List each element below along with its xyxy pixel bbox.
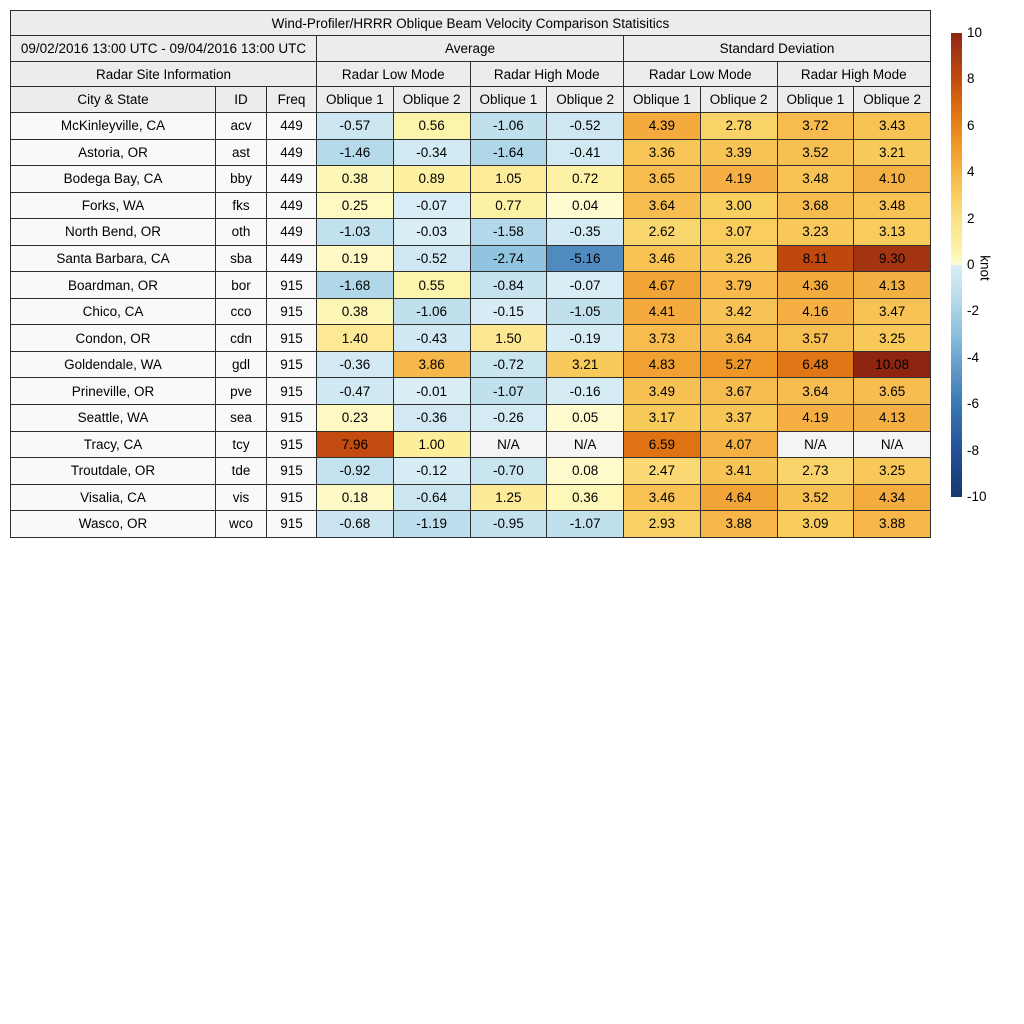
subheader-radar-site-information: Radar Site Information [11, 62, 317, 87]
value-cell: 3.65 [624, 166, 701, 193]
value-cell: 3.36 [624, 139, 701, 166]
freq-cell: 915 [267, 325, 317, 352]
value-cell: -1.06 [393, 298, 470, 325]
id-cell: ast [216, 139, 267, 166]
freq-cell: 915 [267, 405, 317, 432]
value-cell: 0.25 [317, 192, 394, 219]
table-row [11, 192, 931, 219]
value-cell: -0.03 [393, 219, 470, 246]
value-cell: 4.13 [854, 405, 931, 432]
table-row [11, 113, 931, 140]
value-cell: -0.47 [317, 378, 394, 405]
value-cell: 0.38 [317, 166, 394, 193]
freq-cell: 915 [267, 351, 317, 378]
freq-cell: 449 [267, 192, 317, 219]
value-cell: 3.88 [854, 511, 931, 538]
table-row [11, 298, 931, 325]
subheader-average-low-mode: Radar Low Mode [317, 62, 471, 87]
city-cell: Chico, CA [11, 298, 216, 325]
value-cell: 3.13 [854, 219, 931, 246]
city-cell: Santa Barbara, CA [11, 245, 216, 272]
value-cell: 6.48 [777, 351, 854, 378]
freq-cell: 915 [267, 298, 317, 325]
id-cell: pve [216, 378, 267, 405]
value-cell: -5.16 [547, 245, 624, 272]
value-cell: 7.96 [317, 431, 394, 458]
table-row [11, 378, 931, 405]
table-row [11, 325, 931, 352]
value-cell: 0.77 [470, 192, 547, 219]
value-cell: -0.92 [317, 458, 394, 485]
freq-cell: 915 [267, 431, 317, 458]
city-cell: Tracy, CA [11, 431, 216, 458]
freq-cell: 449 [267, 245, 317, 272]
comparison-table [10, 10, 931, 538]
colorbar-tick: 0 [967, 257, 975, 272]
value-cell: 3.46 [624, 245, 701, 272]
table-row [11, 272, 931, 299]
value-cell: -1.58 [470, 219, 547, 246]
value-cell: 5.27 [700, 351, 777, 378]
title-row [11, 11, 931, 36]
value-cell: 4.13 [854, 272, 931, 299]
value-cell: 3.73 [624, 325, 701, 352]
col-header-oblique2: Oblique 2 [854, 87, 931, 113]
value-cell: 3.48 [777, 166, 854, 193]
value-cell: 0.23 [317, 405, 394, 432]
value-cell: 1.50 [470, 325, 547, 352]
value-cell: 1.05 [470, 166, 547, 193]
value-cell: 3.07 [700, 219, 777, 246]
value-cell: 3.00 [700, 192, 777, 219]
value-cell: -0.34 [393, 139, 470, 166]
group-header-row [11, 36, 931, 62]
value-cell: 1.25 [470, 484, 547, 511]
value-cell: 9.30 [854, 245, 931, 272]
subheader-average-high-mode: Radar High Mode [470, 62, 624, 87]
id-cell: oth [216, 219, 267, 246]
value-cell: 3.86 [393, 351, 470, 378]
value-cell: 3.17 [624, 405, 701, 432]
value-cell: 3.25 [854, 325, 931, 352]
colorbar-tick: 8 [967, 71, 975, 87]
id-cell: sba [216, 245, 267, 272]
value-cell: 4.19 [700, 166, 777, 193]
value-cell: 3.57 [777, 325, 854, 352]
table-row [11, 245, 931, 272]
col-header-oblique2: Oblique 2 [700, 87, 777, 113]
value-cell: -0.72 [470, 351, 547, 378]
col-header-oblique2: Oblique 2 [547, 87, 624, 113]
col-header-city-state: City & State [11, 87, 216, 113]
city-cell: Prineville, OR [11, 378, 216, 405]
id-cell: cco [216, 298, 267, 325]
freq-cell: 449 [267, 219, 317, 246]
value-cell: 0.89 [393, 166, 470, 193]
value-cell: 0.56 [393, 113, 470, 140]
id-cell: fks [216, 192, 267, 219]
value-cell: 3.79 [700, 272, 777, 299]
value-cell: 4.36 [777, 272, 854, 299]
value-cell: 3.23 [777, 219, 854, 246]
value-cell: 4.34 [854, 484, 931, 511]
value-cell: 3.09 [777, 511, 854, 538]
value-cell: 3.21 [854, 139, 931, 166]
value-cell: 3.25 [854, 458, 931, 485]
freq-cell: 915 [267, 458, 317, 485]
value-cell: -0.70 [470, 458, 547, 485]
city-cell: Goldendale, WA [11, 351, 216, 378]
value-cell: -0.43 [393, 325, 470, 352]
value-cell: 0.36 [547, 484, 624, 511]
id-cell: sea [216, 405, 267, 432]
colorbar-tick: -6 [967, 396, 980, 412]
value-cell: -0.36 [393, 405, 470, 432]
value-cell: -1.07 [547, 511, 624, 538]
value-cell: -0.41 [547, 139, 624, 166]
value-cell: 3.88 [700, 511, 777, 538]
value-cell: 3.67 [700, 378, 777, 405]
colorbar-tick: 10 [967, 25, 983, 40]
value-cell: 3.64 [700, 325, 777, 352]
value-cell: 3.39 [700, 139, 777, 166]
freq-cell: 449 [267, 139, 317, 166]
table-row [11, 219, 931, 246]
value-cell: 3.41 [700, 458, 777, 485]
colorbar-tick: 6 [967, 117, 975, 133]
value-cell: 0.08 [547, 458, 624, 485]
value-cell: 4.83 [624, 351, 701, 378]
city-cell: McKinleyville, CA [11, 113, 216, 140]
city-cell: Boardman, OR [11, 272, 216, 299]
value-cell: N/A [854, 431, 931, 458]
value-cell: 0.55 [393, 272, 470, 299]
value-cell: -0.57 [317, 113, 394, 140]
value-cell: -1.68 [317, 272, 394, 299]
value-cell: 1.00 [393, 431, 470, 458]
colorbar-tick: -10 [967, 489, 987, 504]
mode-header-row [11, 62, 931, 87]
value-cell: 3.47 [854, 298, 931, 325]
freq-cell: 449 [267, 113, 317, 140]
table-title: Wind-Profiler/HRRR Oblique Beam Velocity Comparison Statisitics [11, 11, 931, 36]
value-cell: 3.65 [854, 378, 931, 405]
colorbar-gradient [951, 33, 962, 497]
value-cell: 3.48 [854, 192, 931, 219]
value-cell: -0.52 [547, 113, 624, 140]
value-cell: 3.68 [777, 192, 854, 219]
city-cell: North Bend, OR [11, 219, 216, 246]
table-row [11, 166, 931, 193]
value-cell: N/A [547, 431, 624, 458]
colorbar-unit-label: knot [977, 255, 993, 281]
value-cell: 3.43 [854, 113, 931, 140]
freq-cell: 915 [267, 484, 317, 511]
value-cell: 3.46 [624, 484, 701, 511]
value-cell: 4.39 [624, 113, 701, 140]
city-cell: Astoria, OR [11, 139, 216, 166]
group-header-standard-deviation: Standard Deviation [624, 36, 931, 62]
col-header-freq: Freq [267, 87, 317, 113]
value-cell: 0.05 [547, 405, 624, 432]
value-cell: 4.64 [700, 484, 777, 511]
table-row [11, 458, 931, 485]
table-row [11, 484, 931, 511]
value-cell: -0.95 [470, 511, 547, 538]
value-cell: -0.35 [547, 219, 624, 246]
value-cell: 3.26 [700, 245, 777, 272]
value-cell: 3.52 [777, 484, 854, 511]
value-cell: 3.21 [547, 351, 624, 378]
value-cell: -0.64 [393, 484, 470, 511]
value-cell: -1.05 [547, 298, 624, 325]
value-cell: -0.36 [317, 351, 394, 378]
id-cell: acv [216, 113, 267, 140]
subheader-std-low-mode: Radar Low Mode [624, 62, 778, 87]
city-cell: Seattle, WA [11, 405, 216, 432]
table-row [11, 351, 931, 378]
value-cell: 3.72 [777, 113, 854, 140]
date-range: 09/02/2016 13:00 UTC - 09/04/2016 13:00 UTC [11, 36, 317, 62]
value-cell: -0.26 [470, 405, 547, 432]
value-cell: 3.64 [624, 192, 701, 219]
column-header-row [11, 87, 931, 113]
value-cell: 0.38 [317, 298, 394, 325]
freq-cell: 915 [267, 511, 317, 538]
id-cell: bor [216, 272, 267, 299]
col-header-oblique1: Oblique 1 [777, 87, 854, 113]
table-row [11, 511, 931, 538]
value-cell: -0.07 [547, 272, 624, 299]
value-cell: 3.42 [700, 298, 777, 325]
city-cell: Visalia, CA [11, 484, 216, 511]
value-cell: 3.52 [777, 139, 854, 166]
value-cell: -0.01 [393, 378, 470, 405]
value-cell: -0.15 [470, 298, 547, 325]
group-header-average: Average [317, 36, 624, 62]
value-cell: -0.84 [470, 272, 547, 299]
value-cell: 3.64 [777, 378, 854, 405]
value-cell: -1.03 [317, 219, 394, 246]
value-cell: 0.19 [317, 245, 394, 272]
colorbar-tick: 4 [967, 164, 975, 180]
value-cell: -0.68 [317, 511, 394, 538]
value-cell: 4.16 [777, 298, 854, 325]
value-cell: -0.19 [547, 325, 624, 352]
value-cell: -0.16 [547, 378, 624, 405]
value-cell: 6.59 [624, 431, 701, 458]
value-cell: -2.74 [470, 245, 547, 272]
value-cell: N/A [777, 431, 854, 458]
city-cell: Wasco, OR [11, 511, 216, 538]
col-header-id: ID [216, 87, 267, 113]
value-cell: 2.62 [624, 219, 701, 246]
value-cell: 3.37 [700, 405, 777, 432]
city-cell: Condon, OR [11, 325, 216, 352]
value-cell: -1.46 [317, 139, 394, 166]
colorbar-tick: -2 [967, 303, 980, 319]
table-row [11, 139, 931, 166]
value-cell: N/A [470, 431, 547, 458]
value-cell: 2.78 [700, 113, 777, 140]
value-cell: -1.07 [470, 378, 547, 405]
value-cell: -1.06 [470, 113, 547, 140]
freq-cell: 449 [267, 166, 317, 193]
col-header-oblique1: Oblique 1 [470, 87, 547, 113]
id-cell: bby [216, 166, 267, 193]
freq-cell: 915 [267, 272, 317, 299]
value-cell: -1.64 [470, 139, 547, 166]
value-cell: 2.93 [624, 511, 701, 538]
col-header-oblique1: Oblique 1 [624, 87, 701, 113]
value-cell: 4.19 [777, 405, 854, 432]
colorbar-tick: -8 [967, 442, 980, 458]
value-cell: 8.11 [777, 245, 854, 272]
freq-cell: 915 [267, 378, 317, 405]
colorbar-tick: -4 [967, 349, 980, 365]
value-cell: 4.10 [854, 166, 931, 193]
value-cell: 0.04 [547, 192, 624, 219]
subheader-std-high-mode: Radar High Mode [777, 62, 931, 87]
colorbar-tick: 2 [967, 210, 975, 226]
value-cell: 0.18 [317, 484, 394, 511]
value-cell: -0.12 [393, 458, 470, 485]
value-cell: 4.41 [624, 298, 701, 325]
value-cell: 3.49 [624, 378, 701, 405]
value-cell: -1.19 [393, 511, 470, 538]
id-cell: vis [216, 484, 267, 511]
value-cell: 2.73 [777, 458, 854, 485]
city-cell: Forks, WA [11, 192, 216, 219]
id-cell: tcy [216, 431, 267, 458]
value-cell: 0.72 [547, 166, 624, 193]
value-cell: 4.67 [624, 272, 701, 299]
id-cell: cdn [216, 325, 267, 352]
value-cell: 2.47 [624, 458, 701, 485]
value-cell: 10.08 [854, 351, 931, 378]
city-cell: Bodega Bay, CA [11, 166, 216, 193]
id-cell: wco [216, 511, 267, 538]
id-cell: gdl [216, 351, 267, 378]
table-row [11, 405, 931, 432]
city-cell: Troutdale, OR [11, 458, 216, 485]
col-header-oblique1: Oblique 1 [317, 87, 394, 113]
value-cell: -0.52 [393, 245, 470, 272]
value-cell: 4.07 [700, 431, 777, 458]
id-cell: tde [216, 458, 267, 485]
value-cell: 1.40 [317, 325, 394, 352]
col-header-oblique2: Oblique 2 [393, 87, 470, 113]
value-cell: -0.07 [393, 192, 470, 219]
table-row [11, 431, 931, 458]
